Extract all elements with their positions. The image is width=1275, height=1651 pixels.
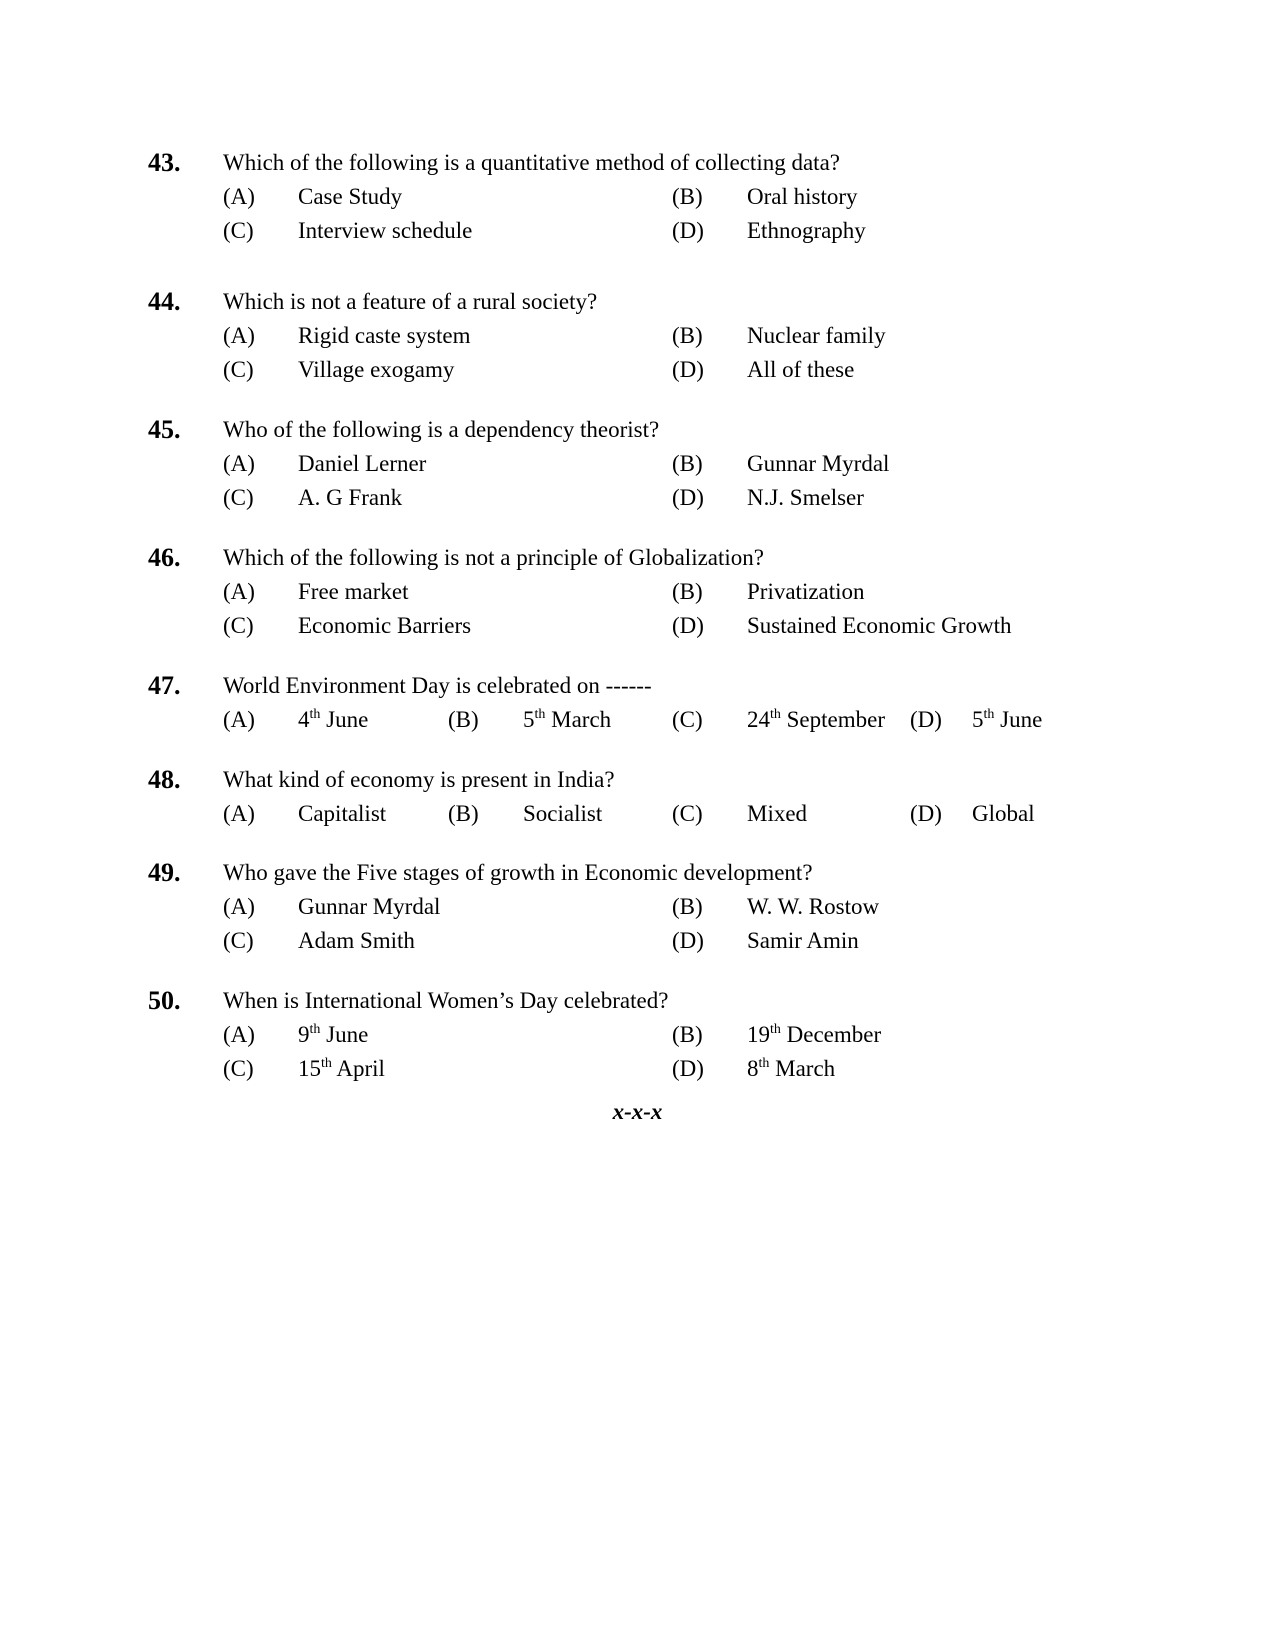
question-46: 46. Which of the following is not a principle of Globalization? (A) Free market (B) Privatization (C) Economic Barriers (D) Sustained Economic Growth bbox=[148, 543, 1012, 638]
question-number: 43. bbox=[148, 148, 181, 177]
question-number: 44. bbox=[148, 287, 181, 316]
question-text: World Environment Day is celebrated on ------ bbox=[223, 673, 652, 698]
question-text: What kind of economy is present in India? bbox=[223, 767, 615, 792]
question-43: 43. Which of the following is a quantitative method of collecting data? (A) Case Study (B) Oral history (C) Interview schedule (D) Ethnography bbox=[148, 148, 866, 243]
question-number: 47. bbox=[148, 671, 181, 700]
question-44: 44. Which is not a feature of a rural society? (A) Rigid caste system (B) Nuclear family (C) Village exogamy (D) All of these bbox=[148, 287, 886, 382]
question-number: 46. bbox=[148, 543, 181, 572]
question-48: 48. What kind of economy is present in India? (A) Capitalist (B) Socialist (C) Mixed (D) Global bbox=[148, 765, 1035, 826]
question-text: Who of the following is a dependency theorist? bbox=[223, 417, 660, 442]
end-mark: x-x-x bbox=[612, 1099, 663, 1124]
question-number: 48. bbox=[148, 765, 181, 794]
question-49: 49. Who gave the Five stages of growth in Economic development? (A) Gunnar Myrdal (B) W. W. Rostow (C) Adam Smith (D) Samir Amin bbox=[148, 858, 880, 953]
question-47: 47. World Environment Day is celebrated on ------ (A) 4th June (B) 5th March (C) 24th September (D) 5th June bbox=[148, 671, 1043, 732]
question-text: Which of the following is not a principle of Globalization? bbox=[223, 545, 764, 570]
question-45: 45. Who of the following is a dependency theorist? (A) Daniel Lerner (B) Gunnar Myrdal (C) A. G Frank (D) N.J. Smelser bbox=[148, 415, 890, 510]
question-text: Which of the following is a quantitative method of collecting data? bbox=[223, 150, 840, 175]
question-text: Who gave the Five stages of growth in Economic development? bbox=[223, 860, 813, 885]
question-number: 50. bbox=[148, 986, 181, 1015]
question-number: 45. bbox=[148, 415, 181, 444]
question-number: 49. bbox=[148, 858, 181, 887]
question-text: When is International Women’s Day celebrated? bbox=[223, 988, 669, 1013]
question-text: Which is not a feature of a rural society? bbox=[223, 289, 598, 314]
question-50: 50. When is International Women’s Day celebrated? (A) 9th June (B) 19th December (C) 15th April (D) 8th March bbox=[148, 986, 882, 1081]
